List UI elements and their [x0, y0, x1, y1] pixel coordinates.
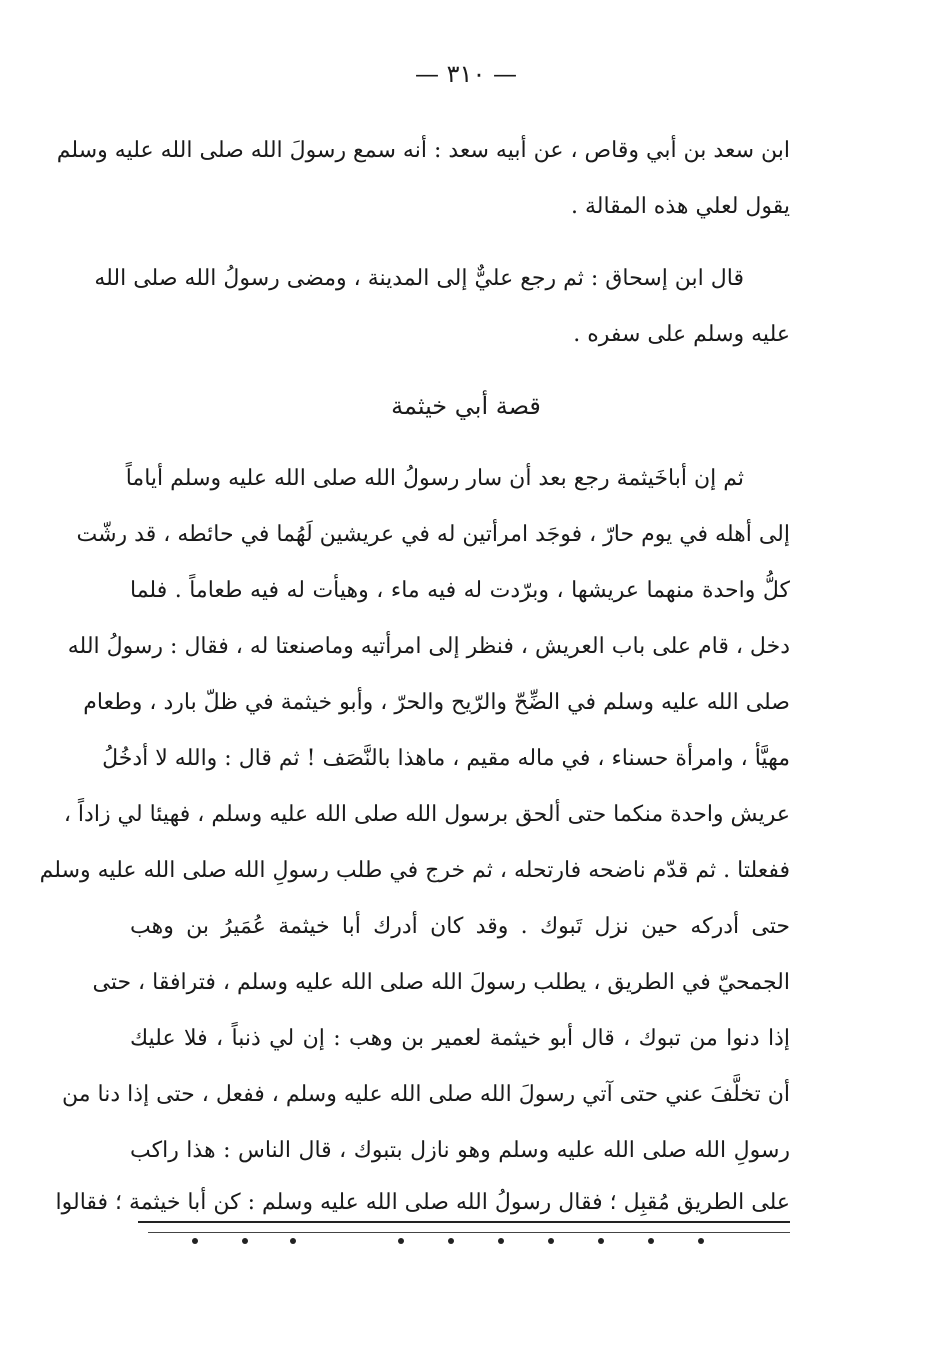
footer-dot — [698, 1238, 704, 1244]
footer-dot — [398, 1238, 404, 1244]
text-line: قال ابن إسحاق : ثم رجع عليٌّ إلى المدينة ، ومضى رسولُ الله صلى الله — [94, 266, 744, 291]
text-line: يقول لعلي هذه المقالة . — [570, 194, 790, 219]
text-line: أن تخلَّفَ عني حتى آتي رسولَ الله صلى الله عليه وسلم ، ففعل ، حتى إذا دنا من — [62, 1082, 790, 1107]
section-heading: قصة أبي خيثمة — [391, 392, 541, 420]
text-line: ففعلتا . ثم قدّم ناضحه فارتحله ، ثم خرج في طلب رسولِ الله صلى الله عليه وسلم — [39, 858, 790, 883]
text-line: كلُّ واحدة منهما عريشها ، وبرّدت له فيه ماء ، وهيأت له فيه طعاماً . فلما — [130, 578, 790, 603]
text-line: ابن سعد بن أبي وقاص ، عن أبيه سعد : أنه سمع رسولَ الله صلى الله عليه وسلم — [56, 138, 790, 163]
text-line: عليه وسلم على سفره . — [573, 322, 790, 347]
text-line: صلى الله عليه وسلم في الضِّحّ والرّيح والحرّ ، وأبو خيثمة في ظلّ بارد ، وطعام — [83, 690, 790, 715]
footer-dot — [598, 1238, 604, 1244]
text-line: رسولِ الله صلى الله عليه وسلم وهو نازل بتبوك ، قال الناس : هذا راكب — [130, 1138, 791, 1163]
footer-dot — [498, 1238, 504, 1244]
text-line: مهيَّأ ، وامرأة حسناء ، في ماله مقيم ، ماهذا بالنَّصَف ! ثم قال : والله لا أدخُلُ — [102, 746, 790, 771]
text-line: إذا دنوا من تبوك ، قال أبو خيثمة لعمير بن وهب : إن لي ذنباً ، فلا عليك — [130, 1026, 790, 1051]
footer-dot — [548, 1238, 554, 1244]
footer-rule-thin — [148, 1232, 790, 1233]
text-line: حتى أدركه حين نزل تَبوك . وقد كان أدرك أبا خيثمة عُمَيرُ بن وهب — [130, 914, 790, 939]
footer-dot — [448, 1238, 454, 1244]
footer-rule — [138, 1221, 790, 1223]
text-line: عريش واحدة منكما حتى ألحق برسول الله صلى الله عليه وسلم ، فهيئا لي زاداً ، — [63, 802, 790, 827]
text-line: على الطريق مُقبِل ؛ فقال رسولُ الله صلى الله عليه وسلم : كن أبا خيثمة ؛ فقالوا — [55, 1190, 790, 1215]
text-line: الجمحيّ في الطريق ، يطلب رسولَ الله صلى الله عليه وسلم ، فترافقا ، حتى — [92, 970, 790, 995]
text-line: دخل ، قام على باب العريش ، فنظر إلى امرأتيه وماصنعتا له ، فقال : رسولُ الله — [67, 634, 790, 659]
footer-dot — [290, 1238, 296, 1244]
page-number: — ٣١٠ — — [415, 60, 517, 88]
footer-dot — [648, 1238, 654, 1244]
footer-dot — [192, 1238, 198, 1244]
text-line: ثم إن أباخَيثمة رجع بعد أن سار رسولُ الله صلى الله عليه وسلم أياماً — [125, 466, 744, 491]
footer-dot — [242, 1238, 248, 1244]
text-line: إلى أهله في يوم حارّ ، فوجَد امرأتين له في عريشين لَهُما في حائطه ، قد رشّت — [76, 522, 790, 547]
